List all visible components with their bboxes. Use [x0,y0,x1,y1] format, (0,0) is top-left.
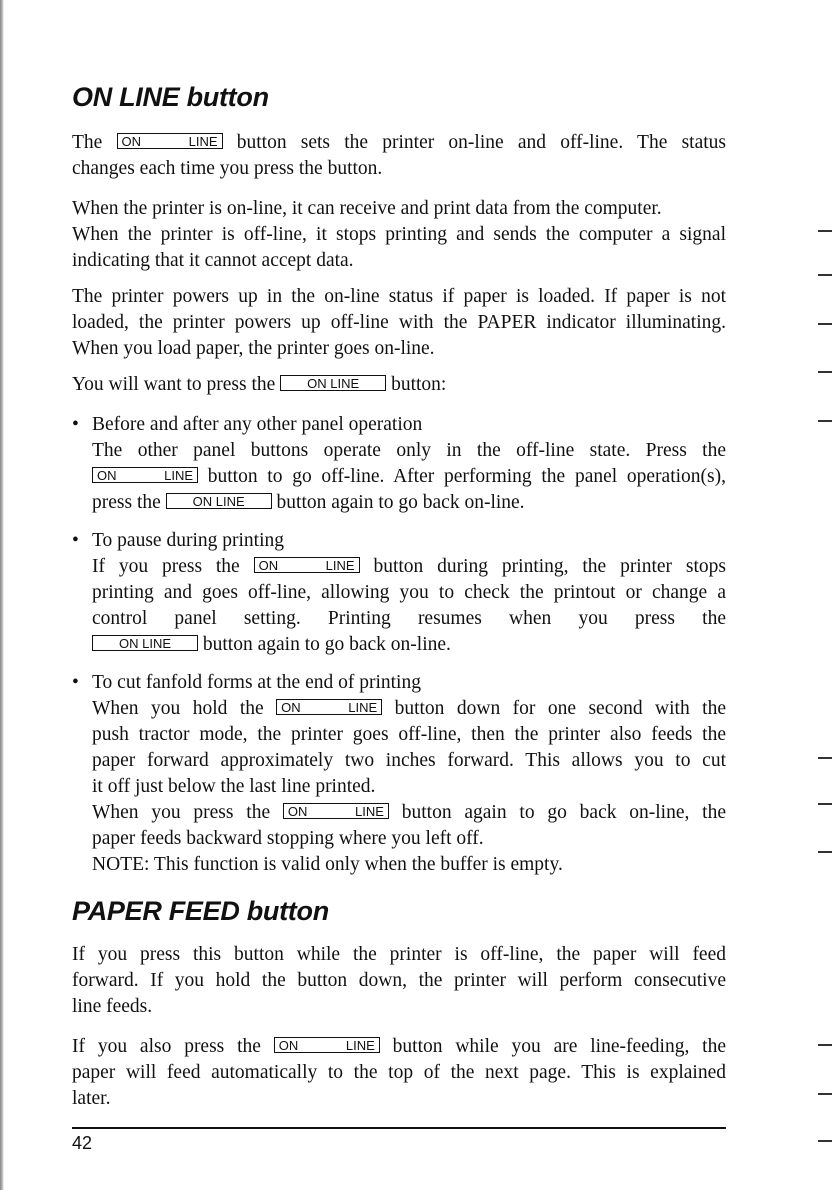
text: When you hold the [92,698,264,719]
paragraph-powerup [72,284,726,362]
text: indicating that it cannot accept data. [72,250,354,271]
text: button: [391,374,447,395]
heading-paper-feed-button: PAPER FEED button [72,896,329,926]
text: control panel setting. Printing resumes when you press the [92,608,726,629]
online-key: ON LINE [283,803,389,819]
text: When you load paper, the printer goes on-line. [72,338,435,359]
paragraph-top-of-form [72,1034,726,1112]
online-key: ON LINE [92,467,198,483]
margin-mark [818,371,832,373]
text: paper will feed automatically to the top of the next page. This is explained [72,1062,726,1083]
text: The other panel buttons operate only in the off-line state. Press the [92,440,726,461]
bullet-title: To pause during printing [92,530,284,551]
text: button down for one second with the [394,698,726,719]
online-key: ON LINE [280,375,386,391]
online-key: ON LINE [254,557,360,573]
paragraph-when [72,372,726,398]
text: When you press the [92,802,271,823]
text: button again to go back on-line. [276,492,525,513]
text: later. [72,1088,111,1109]
margin-mark [818,420,832,422]
scan-edge [0,0,4,1190]
margin-mark [818,851,832,853]
paragraph-status [72,196,726,274]
text: forward. If you hold the button down, the printer will perform consecutive [72,970,726,991]
text: loaded, the printer powers up off-line with the PAPER indicator illuminating. [72,312,726,333]
text: push tractor mode, the printer goes off-line, then the printer also feeds the [92,724,726,745]
text: If you also press the [72,1036,261,1057]
text: The printer powers up in the on-line status if paper is loaded. If paper is not [72,286,726,307]
text: button during printing, the printer stops [373,556,726,577]
bullet-dot: • [72,414,79,435]
margin-mark [818,230,832,232]
online-key: ON LINE [92,635,198,651]
text: You will want to press the [72,374,276,395]
text: button to go off-line. After performing the panel operation(s), [207,466,726,487]
bullet-dot: • [72,530,79,551]
margin-mark [818,1093,832,1095]
text: The [72,132,103,153]
online-key: ON LINE [166,493,272,509]
text: paper forward approximately two inches forward. This allows you to cut [92,750,726,771]
bullet-title: Before and after any other panel operation [92,414,423,435]
text: printing and goes off-line, allowing you to check the printout or change a [92,582,726,603]
text: If you press the [92,556,240,577]
text: press the [92,492,161,513]
margin-mark [818,803,832,805]
text: paper feeds backward stopping where you left off. [92,828,484,849]
text: button while you are line-feeding, the [392,1036,727,1057]
text: When the printer is on-line, it can receive and print data from the computer. [72,198,662,219]
text: When the printer is off-line, it stops printing and sends the computer a signal [72,224,726,245]
footer-rule [72,1127,726,1129]
text: button sets the printer on-line and off-line. The status [236,132,726,153]
text: If you press this button while the printer is off-line, the paper will feed [72,944,726,965]
heading-online-button: ON LINE button [72,82,269,112]
margin-mark [818,323,832,325]
online-key: ON LINE [274,1037,380,1053]
paragraph-paper-feed [72,942,726,1020]
margin-mark [818,1140,832,1142]
margin-mark [818,274,832,276]
margin-mark [818,757,832,759]
text: button again to go back on-line, the [401,802,727,823]
page-number: 42 [72,1133,93,1153]
bullet-title: To cut fanfold forms at the end of printing [92,672,421,693]
note-text: NOTE: This function is valid only when the buffer is empty. [92,854,563,875]
bullet-dot: • [72,672,79,693]
text: changes each time you press the button. [72,158,383,179]
margin-mark [818,1044,832,1046]
online-key: ON LINE [276,699,382,715]
text: it off just below the last line printed. [92,776,376,797]
text: button again to go back on-line. [202,634,451,655]
text: line feeds. [72,996,153,1017]
online-key: ON LINE [117,133,223,149]
paragraph-intro [72,130,726,182]
